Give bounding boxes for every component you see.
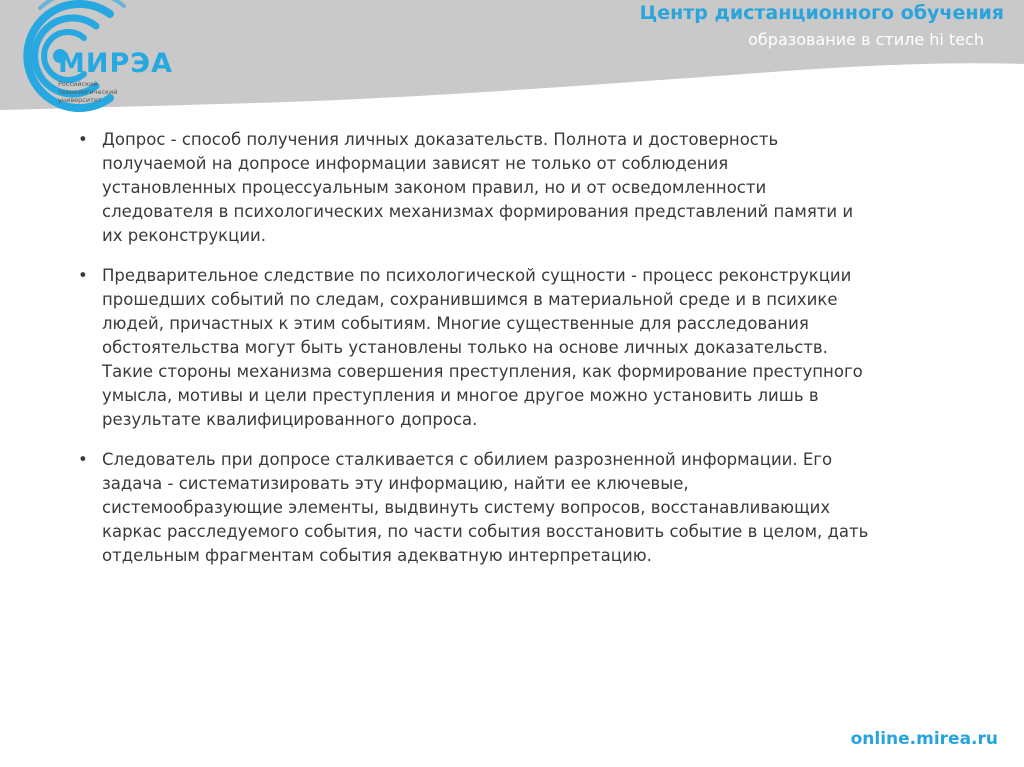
bullet-text-line: Предварительное следствие по психологической сущности - процесс реконструкции [102,266,852,285]
bullet-text-line: установленных процессуальным законом правил, но и от осведомленности [102,178,767,197]
bullet-text-line: Такие стороны механизма совершения преступления, как формирование преступного [102,362,863,381]
bullet-text-line: задача - систематизировать эту информацию, найти ее ключевые, [102,474,689,493]
bullet-text-line: системообразующие элементы, выдвинуть систему вопросов, восстанавливающих [102,498,831,517]
bullet-text-line: отдельным фрагментам события адекватную интерпретацию. [102,546,652,565]
bullet-item-investigator [78,448,968,568]
mirea-logo [0,0,175,112]
center-tagline: образование в стиле hi tech [748,30,984,49]
logo-subtitle-line: Российский [58,80,98,88]
bullet-text-line: Следователь при допросе сталкивается с обилием разрозненной информации. Его [102,450,833,469]
logo-subtitle [58,80,138,104]
bullet-text-line: умысла, мотивы и цели преступления и многое другое можно установить лишь в [102,386,819,405]
bullet-text-line: результате квалифицированного допроса. [102,410,478,429]
bullet-text-line: обстоятельства могут быть установлены только на основе личных доказательств. [102,338,828,357]
bullet-dot-icon: • [78,266,88,285]
logo-subtitle-line: технологический [58,88,118,96]
logo-wordmark: МИРЭА [58,48,173,79]
bullet-item-investigation [78,264,968,432]
bullet-dot-icon: • [78,450,88,469]
bullet-text-line: получаемой на допросе информации зависят не только от соблюдения [102,154,729,173]
content-bullet-list [78,128,968,584]
bullet-item-interrogation [78,128,968,248]
bullet-dot-icon: • [78,130,88,149]
bullet-text-line: каркас расследуемого события, по части события восстановить событие в целом, дать [102,522,869,541]
bullet-text-line: Допрос - способ получения личных доказательств. Полнота и достоверность [102,130,779,149]
bullet-text-line: следователя в психологических механизмах формирования представлений памяти и [102,202,854,221]
bullet-text-line: прошедших событий по следам, сохранившимся в материальной среде и в психике [102,290,838,309]
logo-subtitle-line: университет [58,96,102,104]
footer-url: online.mirea.ru [850,729,998,749]
center-title: Центр дистанционного обучения [639,2,1004,24]
bullet-text-line: их реконструкции. [102,226,267,245]
bullet-text-line: людей, причастных к этим событиям. Многие существенные для расследования [102,314,809,333]
